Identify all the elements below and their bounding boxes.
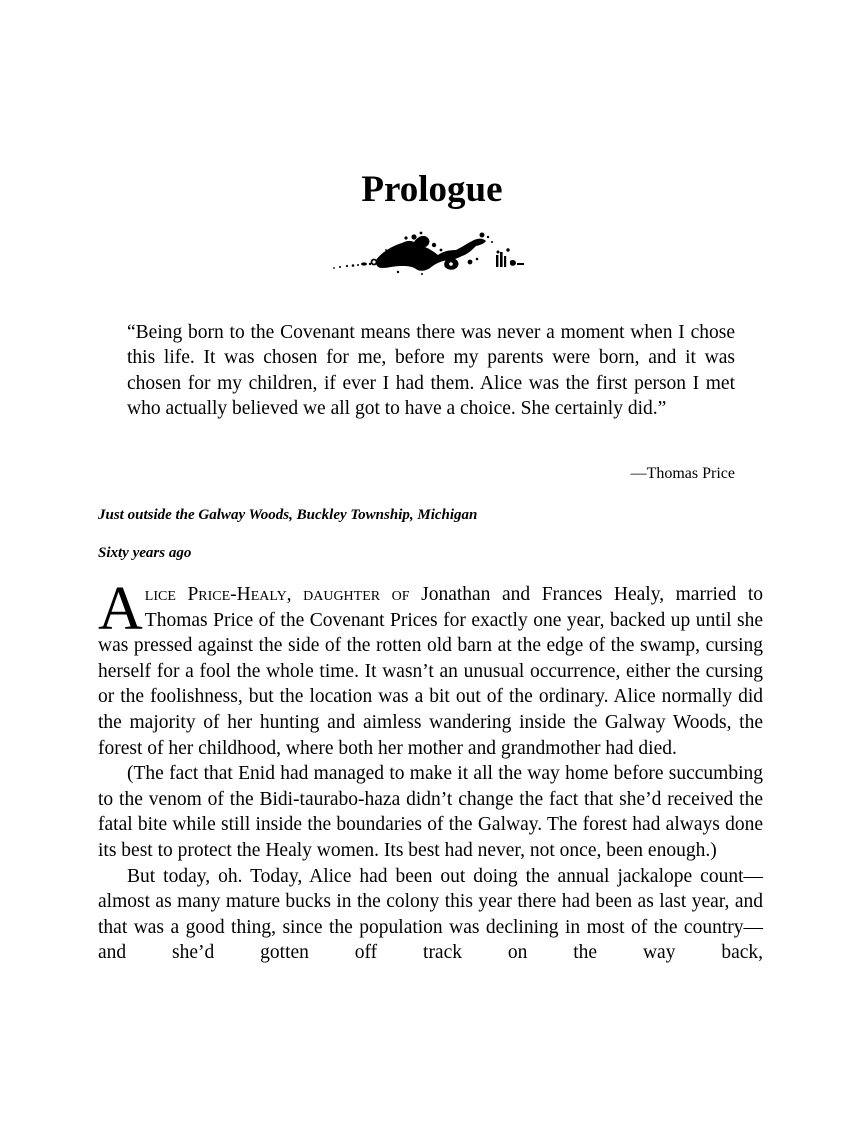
ink-splatter-flourish-icon — [330, 228, 534, 278]
lead-in-smallcaps: lice Price-Healy, daughter of — [144, 584, 410, 605]
body-paragraph-1 — [98, 575, 763, 761]
dateline-place: Just outside the Galway Woods, Buckley Township, Michigan — [98, 507, 478, 523]
body-paragraph-3: But today, oh. Today, Alice had been out doing the annual jackalope count—almost as many mature bucks in the colony this year there had been as last year, and that was a good thing, since the population was declining in most of the country—and she’d gotten off track on the way back, — [98, 865, 763, 964]
epigraph-quote: “Being born to the Covenant means there was never a moment when I chose this life. It was chosen for me, before my parents were born, and it was chosen for my children, if ever I had them. Alice was the first person I met who actually believed we all got to have a choice. She certainly did.” — [127, 322, 735, 420]
drop-cap: A — [98, 575, 143, 643]
paragraph-1-text: Jonathan and Frances Healy, married to Thomas Price of the Covenant Prices for exactly one year, backed up until she was pressed against the side of the rotten old barn at the edge of the swamp, cursing herself for a fool the whole time. It wasn’t an unusual occurrence, either the cursing or the foolishness, but the location was a bit out of the ordinary. Alice normally did the majority of her hunting and aimless wandering inside the Galway Woods, the forest of her childhood, where both her mother and grandmother had died. — [98, 584, 763, 759]
chapter-title: Prologue — [361, 169, 503, 210]
chapter-body — [98, 575, 763, 966]
epigraph-attribution: —Thomas Price — [630, 465, 735, 482]
dateline-time: Sixty years ago — [98, 545, 192, 561]
body-paragraph-2: (The fact that Enid had managed to make it all the way home before succumbing to the venom of the Bidi-taurabo-haza didn’t change the fact that she’d received the fatal bite while still inside the boundaries of the Galway. The forest had always done its best to protect the Healy women. Its best had never, not once, been enough.) — [98, 763, 763, 861]
